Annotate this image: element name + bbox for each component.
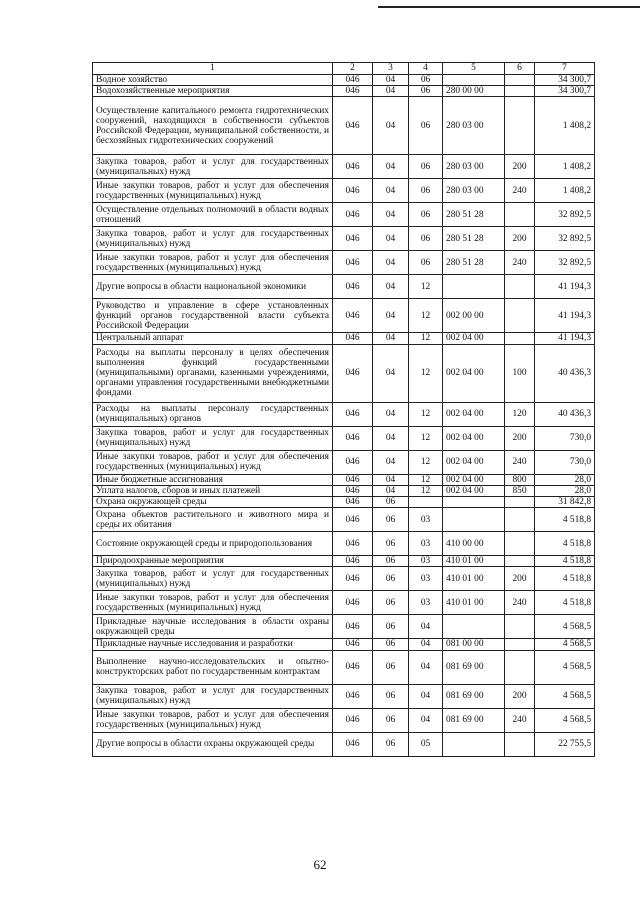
table-row: [93, 344, 595, 402]
table-row: [93, 450, 595, 474]
code-cell: 046: [333, 75, 373, 86]
subsection-cell: 12: [409, 474, 443, 485]
amount-cell: 730,0: [535, 426, 595, 450]
row-name-cell: Закупка товаров, работ и услуг для государственных (муниципальных) нужд: [93, 227, 333, 251]
top-rule: [378, 6, 640, 8]
row-name-cell: Руководство и управление в сфере установленных функций органов государственной власти субъекта Российской Федерации: [93, 299, 333, 333]
amount-cell: 31 842,8: [535, 497, 595, 508]
subsection-cell: 04: [409, 650, 443, 684]
section-cell: 06: [373, 556, 409, 567]
section-cell: 04: [373, 155, 409, 179]
code-cell: 046: [333, 251, 373, 275]
expense-type-cell: [505, 275, 535, 299]
amount-cell: 4 568,5: [535, 650, 595, 684]
expense-type-cell: 200: [505, 227, 535, 251]
table-row: [93, 86, 595, 97]
row-name-cell: Осуществление капитального ремонта гидротехнических сооружений, находящихся в собственности субъектов Российской Федерации, муниципальной собственности, и бесхозяйных гидротехнических сооружений: [93, 97, 333, 155]
code-cell: 046: [333, 426, 373, 450]
code-cell: 046: [333, 532, 373, 556]
expense-type-cell: 200: [505, 684, 535, 708]
amount-cell: 1 408,2: [535, 155, 595, 179]
expense-type-cell: 200: [505, 567, 535, 591]
subsection-cell: 12: [409, 275, 443, 299]
target-item-cell: 002 04 00: [443, 402, 505, 426]
amount-cell: 41 194,3: [535, 275, 595, 299]
target-item-cell: 410 00 00: [443, 532, 505, 556]
section-cell: 06: [373, 508, 409, 532]
subsection-cell: [409, 497, 443, 508]
target-item-cell: 002 04 00: [443, 333, 505, 344]
amount-cell: 28,0: [535, 485, 595, 496]
amount-cell: 4 568,5: [535, 708, 595, 732]
expense-type-cell: [505, 732, 535, 756]
amount-cell: 1 408,2: [535, 179, 595, 203]
code-cell: 046: [333, 299, 373, 333]
table-row: [93, 179, 595, 203]
subsection-cell: 06: [409, 179, 443, 203]
section-cell: 04: [373, 333, 409, 344]
table-row: [93, 732, 595, 756]
code-cell: 046: [333, 402, 373, 426]
table-row: [93, 485, 595, 496]
section-cell: 04: [373, 402, 409, 426]
target-item-cell: [443, 497, 505, 508]
target-item-cell: 280 51 28: [443, 251, 505, 275]
target-item-cell: [443, 75, 505, 86]
target-item-cell: 002 04 00: [443, 485, 505, 496]
expense-type-cell: 120: [505, 402, 535, 426]
code-cell: 046: [333, 650, 373, 684]
row-name-cell: Уплата налогов, сборов и иных платежей: [93, 485, 333, 496]
row-name-cell: Состояние окружающей среды и природопользования: [93, 532, 333, 556]
expense-type-cell: 200: [505, 426, 535, 450]
code-cell: 046: [333, 155, 373, 179]
target-item-cell: 081 69 00: [443, 650, 505, 684]
amount-cell: 4 518,8: [535, 567, 595, 591]
section-cell: 04: [373, 426, 409, 450]
table-row: [93, 650, 595, 684]
target-item-cell: 002 04 00: [443, 344, 505, 402]
table-row: [93, 639, 595, 650]
subsection-cell: 03: [409, 556, 443, 567]
header-cell: 4: [409, 63, 443, 75]
target-item-cell: 280 03 00: [443, 155, 505, 179]
table-header-row: [93, 63, 595, 75]
target-item-cell: [443, 615, 505, 639]
section-cell: 04: [373, 299, 409, 333]
section-cell: 06: [373, 639, 409, 650]
section-cell: 06: [373, 615, 409, 639]
amount-cell: 32 892,5: [535, 203, 595, 227]
target-item-cell: 410 01 00: [443, 567, 505, 591]
code-cell: 046: [333, 97, 373, 155]
table-row: [93, 426, 595, 450]
row-name-cell: Выполнение научно-исследовательских и опытно-конструкторских работ по государственным контрактам: [93, 650, 333, 684]
table-row: [93, 75, 595, 86]
expense-type-cell: 200: [505, 155, 535, 179]
table-row: [93, 591, 595, 615]
table-body: [93, 75, 595, 757]
section-cell: 04: [373, 344, 409, 402]
code-cell: 046: [333, 474, 373, 485]
row-name-cell: Другие вопросы в области национальной экономики: [93, 275, 333, 299]
budget-table: [92, 62, 595, 757]
subsection-cell: 12: [409, 333, 443, 344]
table-row: [93, 567, 595, 591]
expense-type-cell: 100: [505, 344, 535, 402]
table-row: [93, 299, 595, 333]
code-cell: 046: [333, 708, 373, 732]
row-name-cell: Охрана объектов растительного и животного мира и среды их обитания: [93, 508, 333, 532]
table-row: [93, 508, 595, 532]
expense-type-cell: [505, 556, 535, 567]
section-cell: 04: [373, 97, 409, 155]
section-cell: 06: [373, 708, 409, 732]
expense-type-cell: [505, 508, 535, 532]
subsection-cell: 05: [409, 732, 443, 756]
section-cell: 04: [373, 86, 409, 97]
subsection-cell: 12: [409, 450, 443, 474]
subsection-cell: 06: [409, 97, 443, 155]
subsection-cell: 04: [409, 708, 443, 732]
target-item-cell: 002 00 00: [443, 299, 505, 333]
expense-type-cell: [505, 532, 535, 556]
code-cell: 046: [333, 275, 373, 299]
amount-cell: 4 518,8: [535, 508, 595, 532]
table-row: [93, 155, 595, 179]
section-cell: 04: [373, 251, 409, 275]
row-name-cell: Центральный аппарат: [93, 333, 333, 344]
header-cell: 6: [505, 63, 535, 75]
row-name-cell: Водное хозяйство: [93, 75, 333, 86]
row-name-cell: Иные закупки товаров, работ и услуг для обеспечения государственных (муниципальных) нужд: [93, 179, 333, 203]
target-item-cell: [443, 275, 505, 299]
target-item-cell: 280 03 00: [443, 179, 505, 203]
amount-cell: 32 892,5: [535, 251, 595, 275]
amount-cell: 32 892,5: [535, 227, 595, 251]
subsection-cell: 03: [409, 591, 443, 615]
amount-cell: 4 518,8: [535, 556, 595, 567]
row-name-cell: Другие вопросы в области охраны окружающей среды: [93, 732, 333, 756]
code-cell: 046: [333, 485, 373, 496]
subsection-cell: 04: [409, 684, 443, 708]
section-cell: 06: [373, 497, 409, 508]
row-name-cell: Закупка товаров, работ и услуг для государственных (муниципальных) нужд: [93, 155, 333, 179]
target-item-cell: 280 03 00: [443, 97, 505, 155]
amount-cell: 28,0: [535, 474, 595, 485]
row-name-cell: Иные закупки товаров, работ и услуг для обеспечения государственных (муниципальных) нужд: [93, 708, 333, 732]
expense-type-cell: 240: [505, 450, 535, 474]
amount-cell: 4 568,5: [535, 684, 595, 708]
section-cell: 06: [373, 567, 409, 591]
target-item-cell: 410 01 00: [443, 556, 505, 567]
section-cell: 06: [373, 650, 409, 684]
row-name-cell: Закупка товаров, работ и услуг для государственных (муниципальных) нужд: [93, 684, 333, 708]
subsection-cell: 03: [409, 508, 443, 532]
code-cell: 046: [333, 450, 373, 474]
subsection-cell: 04: [409, 639, 443, 650]
amount-cell: 4 568,5: [535, 639, 595, 650]
section-cell: 06: [373, 732, 409, 756]
expense-type-cell: [505, 299, 535, 333]
table-row: [93, 684, 595, 708]
expense-type-cell: [505, 333, 535, 344]
row-name-cell: Прикладные научные исследования и разработки: [93, 639, 333, 650]
section-cell: 06: [373, 591, 409, 615]
amount-cell: 41 194,3: [535, 299, 595, 333]
table-row: [93, 497, 595, 508]
row-name-cell: Осуществление отдельных полномочий в области водных отношений: [93, 203, 333, 227]
subsection-cell: 12: [409, 426, 443, 450]
amount-cell: 4 568,5: [535, 615, 595, 639]
target-item-cell: 002 04 00: [443, 426, 505, 450]
subsection-cell: 06: [409, 155, 443, 179]
target-item-cell: 280 00 00: [443, 86, 505, 97]
target-item-cell: 280 51 28: [443, 203, 505, 227]
code-cell: 046: [333, 556, 373, 567]
target-item-cell: 081 69 00: [443, 684, 505, 708]
header-cell: 1: [93, 63, 333, 75]
expense-type-cell: [505, 203, 535, 227]
target-item-cell: 410 01 00: [443, 591, 505, 615]
row-name-cell: Расходы на выплаты персоналу государственных (муниципальных) органов: [93, 402, 333, 426]
subsection-cell: 12: [409, 485, 443, 496]
header-cell: 3: [373, 63, 409, 75]
subsection-cell: 12: [409, 344, 443, 402]
expense-type-cell: 240: [505, 251, 535, 275]
section-cell: 04: [373, 485, 409, 496]
code-cell: 046: [333, 508, 373, 532]
table-row: [93, 251, 595, 275]
table-row: [93, 275, 595, 299]
expense-type-cell: 240: [505, 591, 535, 615]
amount-cell: 4 518,8: [535, 532, 595, 556]
expense-type-cell: [505, 639, 535, 650]
code-cell: 046: [333, 179, 373, 203]
subsection-cell: 06: [409, 203, 443, 227]
target-item-cell: [443, 732, 505, 756]
section-cell: 04: [373, 179, 409, 203]
amount-cell: 4 518,8: [535, 591, 595, 615]
subsection-cell: 03: [409, 567, 443, 591]
table-row: [93, 615, 595, 639]
table-row: [93, 402, 595, 426]
target-item-cell: 081 69 00: [443, 708, 505, 732]
code-cell: 046: [333, 203, 373, 227]
row-name-cell: Иные закупки товаров, работ и услуг для обеспечения государственных (муниципальных) нужд: [93, 450, 333, 474]
amount-cell: 34 300,7: [535, 75, 595, 86]
table-row: [93, 333, 595, 344]
amount-cell: 40 436,3: [535, 344, 595, 402]
table-row: [93, 203, 595, 227]
header-cell: 2: [333, 63, 373, 75]
code-cell: 046: [333, 732, 373, 756]
header-cell: 7: [535, 63, 595, 75]
section-cell: 06: [373, 532, 409, 556]
row-name-cell: Закупка товаров, работ и услуг для государственных (муниципальных) нужд: [93, 567, 333, 591]
row-name-cell: Иные бюджетные ассигнования: [93, 474, 333, 485]
subsection-cell: 06: [409, 251, 443, 275]
section-cell: 04: [373, 450, 409, 474]
row-name-cell: Водохозяйственные мероприятия: [93, 86, 333, 97]
expense-type-cell: [505, 650, 535, 684]
expense-type-cell: 800: [505, 474, 535, 485]
amount-cell: 1 408,2: [535, 97, 595, 155]
row-name-cell: Расходы на выплаты персоналу в целях обеспечения выполнения функций государственными (муниципальными) органами, казенными учреждениями, органами управления государственными внебюджетными фондами: [93, 344, 333, 402]
amount-cell: 40 436,3: [535, 402, 595, 426]
amount-cell: 730,0: [535, 450, 595, 474]
subsection-cell: 03: [409, 532, 443, 556]
subsection-cell: 06: [409, 86, 443, 97]
subsection-cell: 06: [409, 75, 443, 86]
section-cell: 06: [373, 684, 409, 708]
section-cell: 04: [373, 275, 409, 299]
code-cell: 046: [333, 567, 373, 591]
expense-type-cell: [505, 97, 535, 155]
section-cell: 04: [373, 203, 409, 227]
code-cell: 046: [333, 639, 373, 650]
expense-type-cell: 240: [505, 708, 535, 732]
amount-cell: 34 300,7: [535, 86, 595, 97]
table-row: [93, 708, 595, 732]
table-row: [93, 474, 595, 485]
target-item-cell: 280 51 28: [443, 227, 505, 251]
section-cell: 04: [373, 75, 409, 86]
row-name-cell: Закупка товаров, работ и услуг для государственных (муниципальных) нужд: [93, 426, 333, 450]
target-item-cell: 002 04 00: [443, 474, 505, 485]
target-item-cell: 081 00 00: [443, 639, 505, 650]
target-item-cell: [443, 508, 505, 532]
expense-type-cell: [505, 497, 535, 508]
table-row: [93, 227, 595, 251]
expense-type-cell: [505, 75, 535, 86]
code-cell: 046: [333, 591, 373, 615]
code-cell: 046: [333, 684, 373, 708]
section-cell: 04: [373, 227, 409, 251]
table-row: [93, 532, 595, 556]
expense-type-cell: 850: [505, 485, 535, 496]
table-row: [93, 556, 595, 567]
code-cell: 046: [333, 86, 373, 97]
expense-type-cell: 240: [505, 179, 535, 203]
row-name-cell: Иные закупки товаров, работ и услуг для обеспечения государственных (муниципальных) нужд: [93, 591, 333, 615]
amount-cell: 41 194,3: [535, 333, 595, 344]
amount-cell: 22 755,5: [535, 732, 595, 756]
code-cell: 046: [333, 227, 373, 251]
expense-type-cell: [505, 615, 535, 639]
row-name-cell: Иные закупки товаров, работ и услуг для обеспечения государственных (муниципальных) нужд: [93, 251, 333, 275]
header-cell: 5: [443, 63, 505, 75]
page-number: 62: [313, 857, 327, 872]
row-name-cell: Природоохранные мероприятия: [93, 556, 333, 567]
row-name-cell: Прикладные научные исследования в области охраны окружающей среды: [93, 615, 333, 639]
row-name-cell: Охрана окружающей среды: [93, 497, 333, 508]
code-cell: 046: [333, 615, 373, 639]
subsection-cell: 04: [409, 615, 443, 639]
code-cell: 046: [333, 344, 373, 402]
subsection-cell: 12: [409, 299, 443, 333]
target-item-cell: 002 04 00: [443, 450, 505, 474]
expense-type-cell: [505, 86, 535, 97]
table-row: [93, 97, 595, 155]
code-cell: 046: [333, 497, 373, 508]
code-cell: 046: [333, 333, 373, 344]
subsection-cell: 06: [409, 227, 443, 251]
section-cell: 04: [373, 474, 409, 485]
subsection-cell: 12: [409, 402, 443, 426]
